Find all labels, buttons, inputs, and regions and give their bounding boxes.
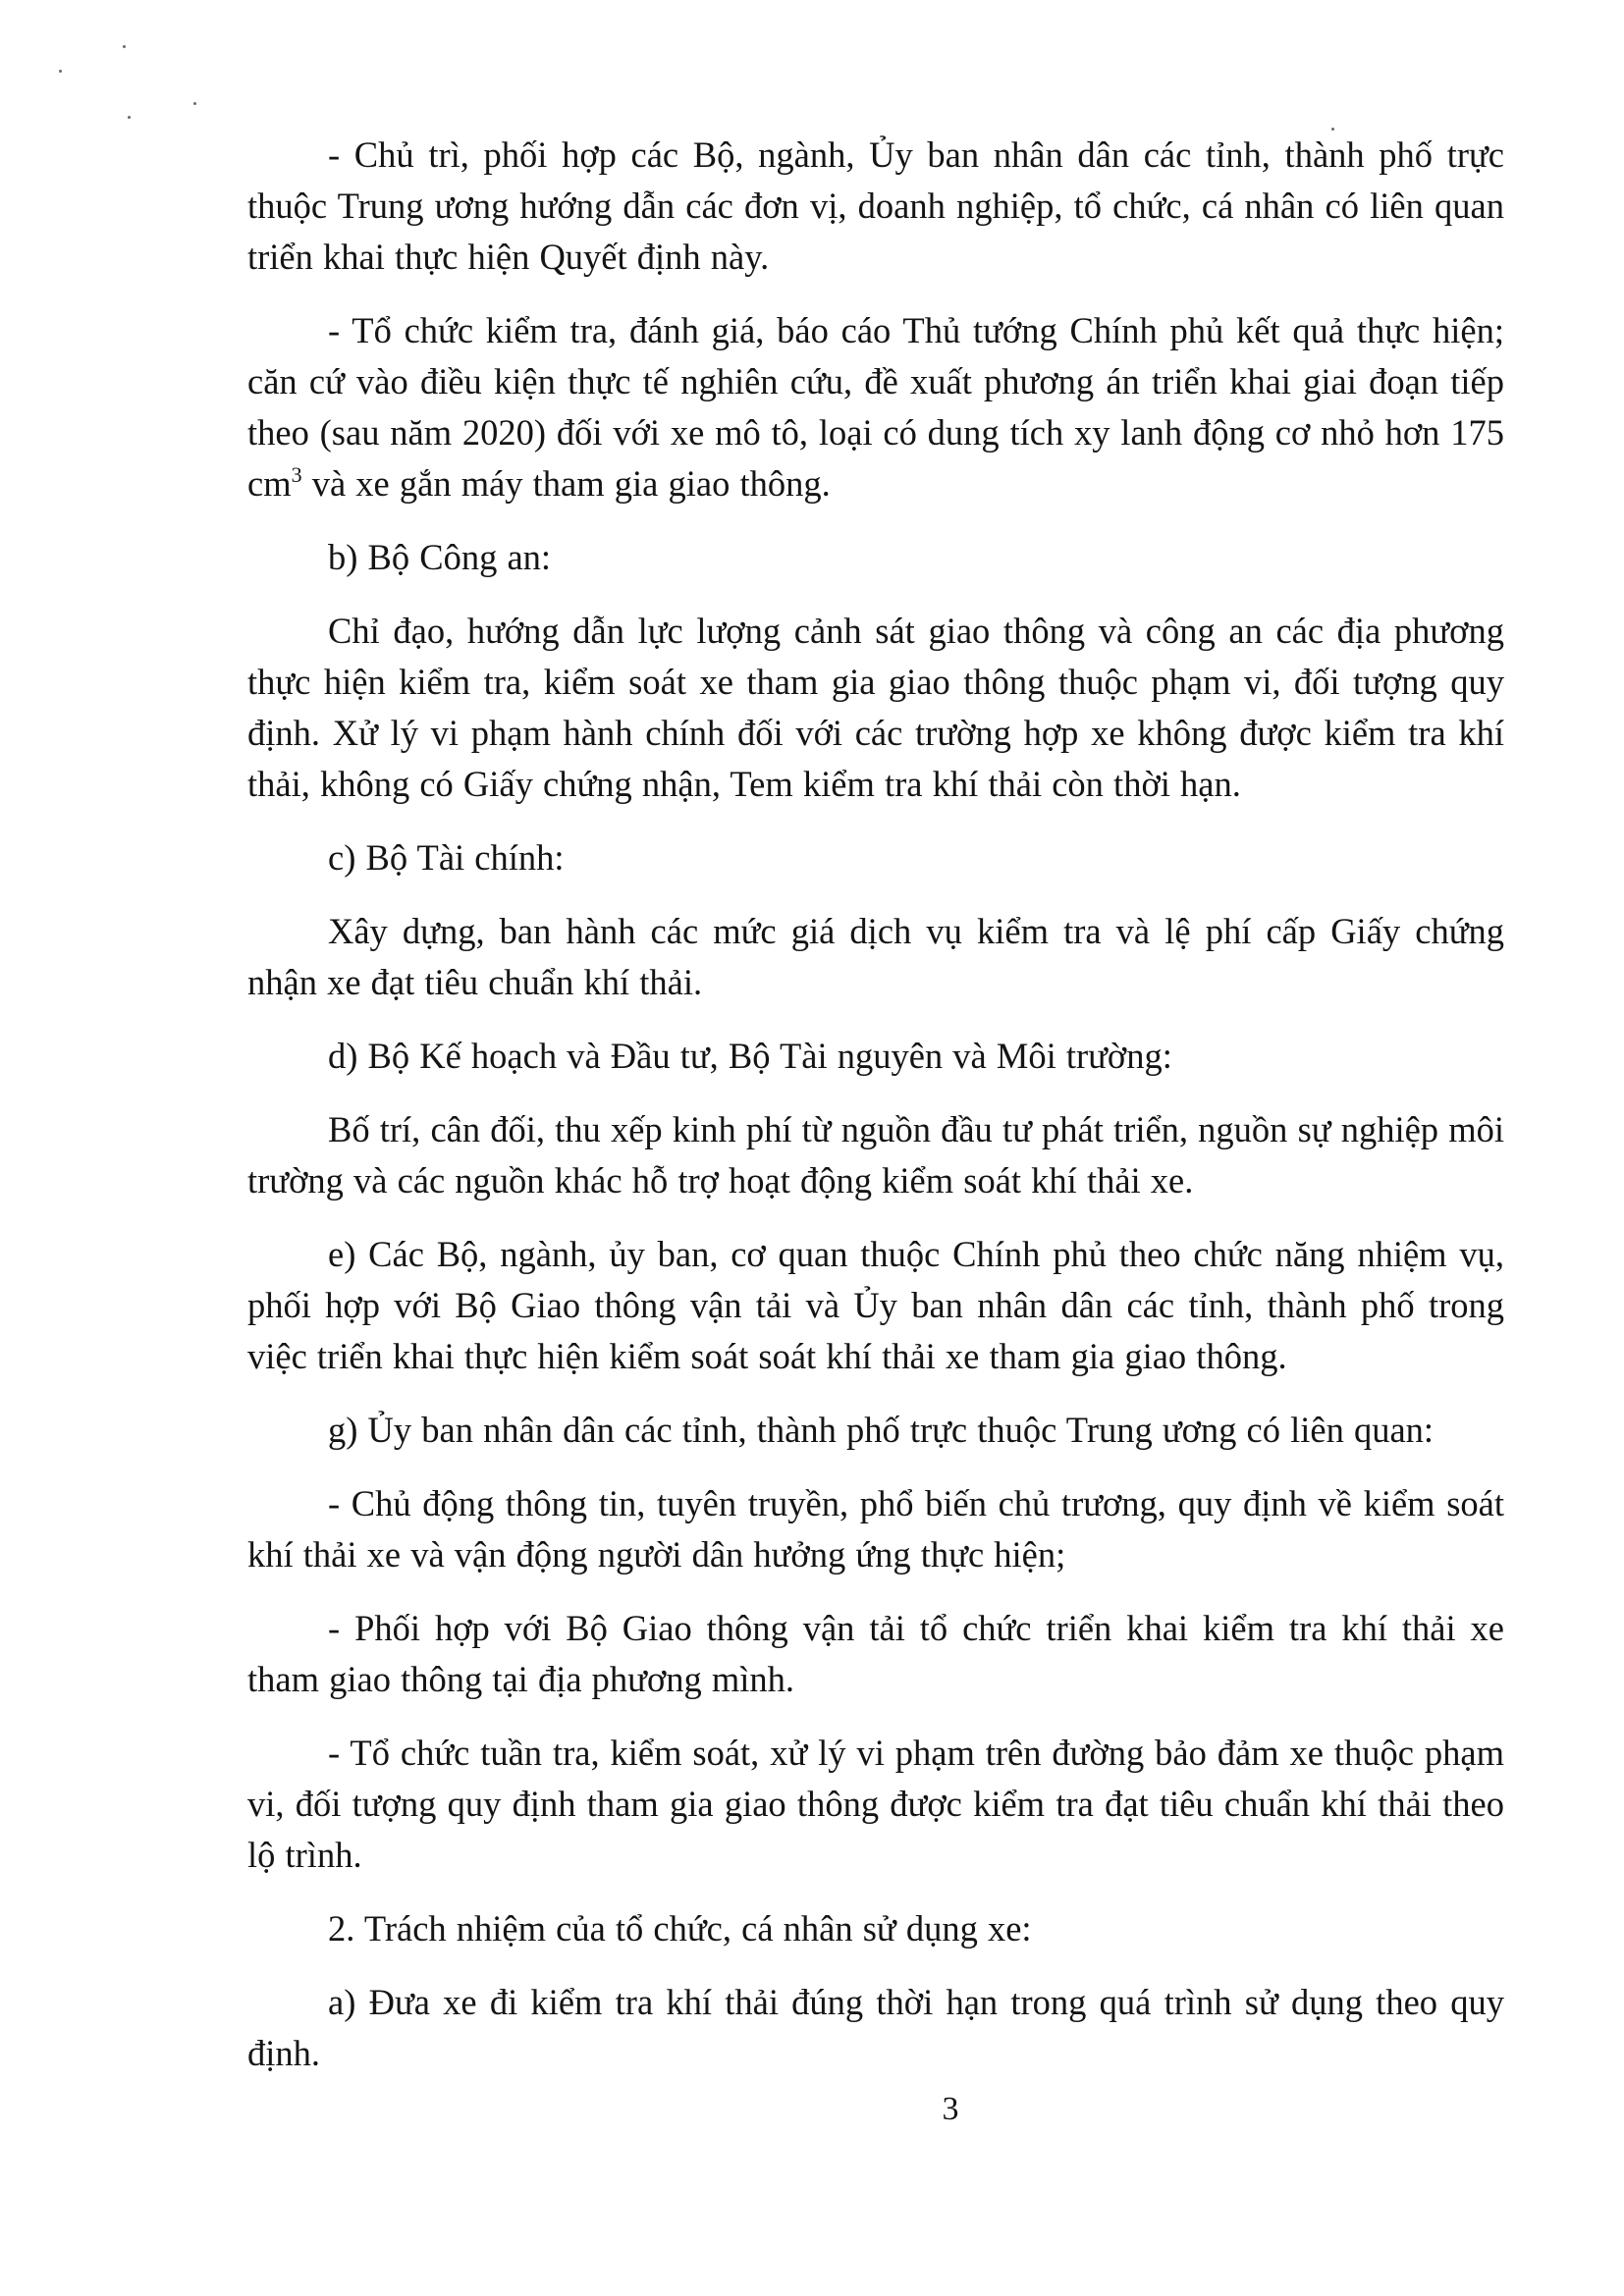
paragraph-planning-resources-duties: Bố trí, cân đối, thu xếp kinh phí từ nguồn đầu tư phát triển, nguồn sự nghiệp môi trường và các nguồn khác hỗ trợ hoạt động kiểm soát khí thải xe. — [247, 1109, 1504, 1201]
heading-provincial-committees: g) Ủy ban nhân dân các tỉnh, thành phố trực thuộc Trung ương có liên quan: — [328, 1410, 1435, 1450]
heading-ministry-finance: c) Bộ Tài chính: — [328, 837, 565, 878]
paragraph-vehicle-inspection-deadline: a) Đưa xe đi kiểm tra khí thải đúng thời hạn trong quá trình sử dụng theo quy định. — [247, 1982, 1504, 2073]
paragraph-public-security-duties: Chỉ đạo, hướng dẫn lực lượng cảnh sát giao thông và công an các địa phương thực hiện kiểm tra, kiểm soát xe tham gia giao thông thuộc phạm vi, đối tượng quy định. Xử lý vi phạm hành chính đối với các trường hợp xe không được kiểm tra khí thải, không có Giấy chứng nhận, Tem kiểm tra khí thải còn thời hạn. — [247, 611, 1504, 804]
paragraph-provincial-patrol: - Tổ chức tuần tra, kiểm soát, xử lý vi phạm trên đường bảo đảm xe thuộc phạm vi, đối tượng quy định tham gia giao thông được kiểm tra đạt tiêu chuẩn khí thải theo lộ trình. — [247, 1733, 1504, 1875]
scan-speck — [128, 116, 131, 119]
paragraph-inspection-report-text: - Tổ chức kiểm tra, đánh giá, báo cáo Thủ tướng Chính phủ kết quả thực hiện; căn cứ vào điều kiện thực tế nghiên cứu, đề xuất phương án triển khai giai đoạn tiếp theo (sau năm 2020) đối với xe mô tô, loại có dung tích xy lanh động cơ nhỏ hơn 175 cm — [247, 310, 1504, 504]
paragraph-finance-duties: Xây dựng, ban hành các mức giá dịch vụ kiểm tra và lệ phí cấp Giấy chứng nhận xe đạt tiêu chuẩn khí thải. — [247, 911, 1504, 1002]
paragraph-ministry-transport-guidance: - Chủ trì, phối hợp các Bộ, ngành, Ủy ban nhân dân các tỉnh, thành phố trực thuộc Trung ương hướng dẫn các đơn vị, doanh nghiệp, tổ chức, cá nhân có liên quan triển khai thực hiện Quyết định này. — [247, 134, 1504, 277]
paragraph-provincial-coordination: - Phối hợp với Bộ Giao thông vận tải tổ chức triển khai kiểm tra khí thải xe tham giao thông tại địa phương mình. — [247, 1608, 1504, 1699]
scan-speck — [193, 102, 196, 105]
superscript-cubed: 3 — [291, 462, 302, 487]
document-body — [247, 130, 1504, 2102]
page-number: 3 — [942, 2091, 959, 2127]
paragraph-other-ministries: e) Các Bộ, ngành, ủy ban, cơ quan thuộc Chính phủ theo chức năng nhiệm vụ, phối hợp với Bộ Giao thông vận tải và Ủy ban nhân dân các tỉnh, thành phố trong việc triển khai thực hiện kiểm soát soát khí thải xe tham gia giao thông. — [247, 1234, 1504, 1376]
scan-speck — [59, 70, 62, 73]
scan-speck — [123, 45, 126, 48]
heading-vehicle-user-responsibility: 2. Trách nhiệm của tổ chức, cá nhân sử dụng xe: — [328, 1908, 1032, 1949]
paragraph-inspection-report — [247, 305, 1504, 509]
heading-ministry-public-security: b) Bộ Công an: — [328, 537, 552, 577]
heading-ministry-planning-resources: d) Bộ Kế hoạch và Đầu tư, Bộ Tài nguyên và Môi trường: — [328, 1036, 1172, 1076]
paragraph-provincial-communication: - Chủ động thông tin, tuyên truyền, phổ biến chủ trương, quy định về kiểm soát khí thải xe và vận động người dân hưởng ứng thực hiện; — [247, 1483, 1504, 1575]
paragraph-inspection-report-tail: và xe gắn máy tham gia giao thông. — [301, 463, 831, 504]
